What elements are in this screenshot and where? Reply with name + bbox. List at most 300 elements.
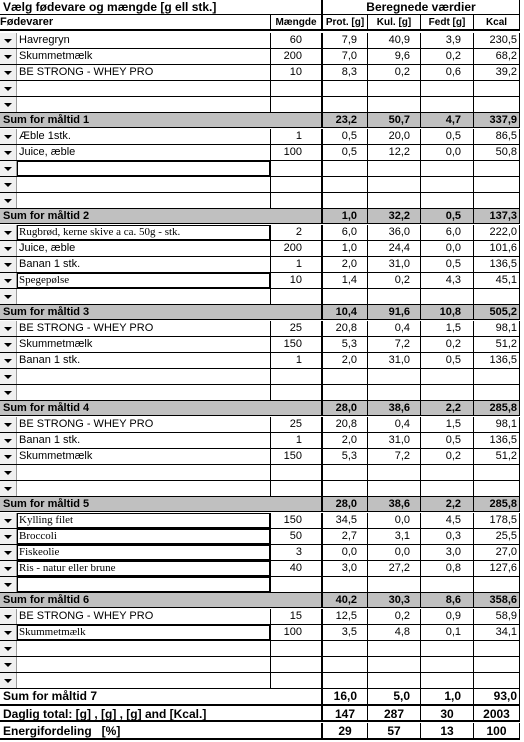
meal-sum-prot: 16,0 bbox=[321, 689, 367, 704]
energy-prot: 29 bbox=[321, 723, 367, 738]
kcal-value: 27,0 bbox=[473, 545, 520, 560]
quantity-input[interactable]: 50 bbox=[270, 529, 321, 544]
dropdown-arrow-icon[interactable] bbox=[0, 561, 17, 576]
dropdown-arrow-icon[interactable] bbox=[0, 353, 17, 368]
title-left: Vælg fødevare og mængde [g ell stk.] bbox=[3, 0, 217, 14]
food-row bbox=[0, 225, 520, 241]
meal-sum-fedt: 0,5 bbox=[420, 209, 473, 223]
food-name-cell[interactable]: Banan 1 stk. bbox=[19, 434, 81, 446]
food-row bbox=[0, 433, 520, 449]
dropdown-arrow-icon[interactable] bbox=[0, 449, 17, 464]
carbs-value bbox=[367, 161, 420, 176]
dropdown-arrow-icon[interactable] bbox=[0, 609, 17, 624]
meal-sum-kcal: 93,0 bbox=[473, 689, 520, 704]
dropdown-arrow-icon[interactable] bbox=[0, 321, 17, 336]
carbs-value bbox=[367, 465, 420, 480]
fat-value: 0,5 bbox=[420, 257, 473, 272]
quantity-input[interactable] bbox=[270, 385, 321, 400]
food-dropdown-button[interactable] bbox=[0, 337, 17, 352]
food-name-cell[interactable]: Æble 1stk. bbox=[19, 130, 71, 142]
dropdown-arrow-icon[interactable] bbox=[0, 465, 17, 480]
food-dropdown-button[interactable] bbox=[0, 609, 17, 624]
food-dropdown-button[interactable] bbox=[0, 33, 17, 48]
food-row bbox=[0, 97, 520, 113]
protein-value: 3,0 bbox=[321, 561, 367, 576]
food-name-cell[interactable] bbox=[17, 81, 270, 96]
meal-sum-prot: 28,0 bbox=[321, 497, 367, 511]
food-dropdown-button[interactable] bbox=[0, 385, 17, 400]
carbs-value bbox=[367, 641, 420, 656]
food-dropdown-button[interactable] bbox=[0, 625, 17, 640]
fat-value: 0,2 bbox=[420, 337, 473, 352]
header-prot: Prot. [g] bbox=[321, 15, 367, 29]
quantity-input[interactable]: 40 bbox=[270, 561, 321, 576]
kcal-value: 136,5 bbox=[473, 433, 520, 448]
food-row bbox=[0, 177, 520, 193]
fat-value: 0,2 bbox=[420, 449, 473, 464]
protein-value: 1,4 bbox=[321, 273, 367, 288]
quantity-input[interactable] bbox=[270, 289, 321, 304]
protein-value: 12,5 bbox=[321, 609, 367, 624]
food-dropdown-button[interactable] bbox=[0, 193, 17, 208]
dropdown-arrow-icon[interactable] bbox=[0, 481, 17, 496]
protein-value bbox=[321, 289, 367, 304]
food-dropdown-button[interactable] bbox=[0, 145, 17, 160]
quantity-input[interactable] bbox=[270, 577, 321, 592]
food-name-cell[interactable] bbox=[17, 465, 270, 480]
meal-sum-kul: 38,6 bbox=[367, 497, 420, 511]
kcal-value: 222,0 bbox=[473, 225, 520, 240]
dropdown-arrow-icon[interactable] bbox=[0, 161, 17, 176]
food-name-cell[interactable] bbox=[17, 97, 270, 112]
food-dropdown-button[interactable] bbox=[0, 449, 17, 464]
fat-value: 6,0 bbox=[420, 225, 473, 240]
food-dropdown-button[interactable] bbox=[0, 641, 17, 656]
fat-value bbox=[420, 161, 473, 176]
food-dropdown-button[interactable] bbox=[0, 433, 17, 448]
food-dropdown-button[interactable] bbox=[0, 257, 17, 272]
dropdown-arrow-icon[interactable] bbox=[0, 145, 17, 160]
carbs-value: 7,2 bbox=[367, 449, 420, 464]
fat-value: 4,3 bbox=[420, 273, 473, 288]
fat-value bbox=[420, 385, 473, 400]
kcal-value bbox=[473, 97, 520, 112]
meal-sum-kul: 91,6 bbox=[367, 305, 420, 319]
meal-sum-kcal: 358,6 bbox=[473, 593, 520, 607]
fat-value: 0,0 bbox=[420, 145, 473, 160]
food-row bbox=[0, 385, 520, 401]
quantity-input[interactable]: 200 bbox=[270, 49, 321, 64]
food-name-cell[interactable]: Skummetmælk bbox=[19, 50, 93, 62]
food-dropdown-button[interactable] bbox=[0, 273, 17, 288]
carbs-value: 31,0 bbox=[367, 433, 420, 448]
energy-kcal: 100 bbox=[473, 723, 520, 738]
fat-value: 0,0 bbox=[420, 241, 473, 256]
food-name-cell[interactable]: Fiskeolie bbox=[17, 545, 270, 560]
food-row bbox=[0, 577, 520, 593]
fat-value bbox=[420, 289, 473, 304]
kcal-value: 34,1 bbox=[473, 625, 520, 640]
quantity-input[interactable]: 15 bbox=[270, 609, 321, 624]
food-row bbox=[0, 561, 520, 577]
fat-value bbox=[420, 657, 473, 672]
carbs-value: 12,2 bbox=[367, 145, 420, 160]
food-name-cell[interactable] bbox=[17, 193, 270, 208]
quantity-input[interactable] bbox=[270, 641, 321, 656]
food-name-cell[interactable]: Juice, æble bbox=[19, 242, 76, 254]
quantity-input[interactable]: 200 bbox=[270, 241, 321, 256]
food-name-cell[interactable] bbox=[17, 673, 270, 688]
food-name-cell[interactable]: BE STRONG - WHEY PRO bbox=[19, 66, 154, 78]
fat-value: 1,5 bbox=[420, 417, 473, 432]
carbs-value: 31,0 bbox=[367, 353, 420, 368]
carbs-value bbox=[367, 673, 420, 688]
fat-value bbox=[420, 97, 473, 112]
food-name-cell[interactable]: Ris - natur eller brune bbox=[17, 561, 270, 576]
food-dropdown-button[interactable] bbox=[0, 513, 17, 528]
kcal-value: 51,2 bbox=[473, 337, 520, 352]
quantity-input[interactable]: 1 bbox=[270, 129, 321, 144]
food-dropdown-button[interactable] bbox=[0, 465, 17, 480]
dropdown-arrow-icon[interactable] bbox=[0, 241, 17, 256]
food-dropdown-button[interactable] bbox=[0, 129, 17, 144]
food-dropdown-button[interactable] bbox=[0, 417, 17, 432]
dropdown-arrow-icon[interactable] bbox=[0, 257, 17, 272]
meal-sum-label: Sum for måltid 5 bbox=[3, 498, 90, 510]
fat-value bbox=[420, 465, 473, 480]
quantity-input[interactable] bbox=[270, 97, 321, 112]
carbs-value bbox=[367, 193, 420, 208]
daily-total-prot: 147 bbox=[321, 706, 367, 720]
carbs-value bbox=[367, 289, 420, 304]
dropdown-arrow-icon[interactable] bbox=[0, 529, 17, 544]
meal-sum-kul: 5,0 bbox=[367, 689, 420, 704]
quantity-input[interactable]: 2 bbox=[270, 225, 321, 240]
food-name-cell[interactable]: BE STRONG - WHEY PRO bbox=[19, 610, 154, 622]
meal-sum-kcal: 505,2 bbox=[473, 305, 520, 319]
fat-value bbox=[420, 193, 473, 208]
daily-total-label: Daglig total: [g] , [g] , [g] and [Kcal.] bbox=[3, 707, 207, 720]
food-name-cell[interactable]: Rugbrød, kerne skive a ca. 50g - stk. bbox=[17, 225, 270, 240]
dropdown-arrow-icon[interactable] bbox=[0, 641, 17, 656]
fat-value: 3,0 bbox=[420, 545, 473, 560]
protein-value bbox=[321, 385, 367, 400]
kcal-value: 98,1 bbox=[473, 417, 520, 432]
meal-sum-row bbox=[0, 305, 520, 320]
quantity-input[interactable]: 150 bbox=[270, 337, 321, 352]
food-name-cell[interactable] bbox=[17, 161, 270, 176]
dropdown-arrow-icon[interactable] bbox=[0, 625, 17, 640]
quantity-input[interactable] bbox=[270, 481, 321, 496]
quantity-input[interactable] bbox=[270, 369, 321, 384]
header-qty: Mængde bbox=[270, 15, 321, 29]
energy-fedt: 13 bbox=[420, 723, 473, 738]
kcal-value: 127,6 bbox=[473, 561, 520, 576]
protein-value bbox=[321, 81, 367, 96]
food-dropdown-button[interactable] bbox=[0, 545, 17, 560]
dropdown-arrow-icon[interactable] bbox=[0, 273, 17, 288]
food-name-cell[interactable]: Skummetmælk bbox=[19, 450, 93, 462]
food-dropdown-button[interactable] bbox=[0, 673, 17, 688]
food-name-cell[interactable] bbox=[17, 385, 270, 400]
fat-value: 0,3 bbox=[420, 529, 473, 544]
food-name-cell[interactable]: BE STRONG - WHEY PRO bbox=[19, 418, 154, 430]
food-row bbox=[0, 449, 520, 465]
kcal-value: 45,1 bbox=[473, 273, 520, 288]
kcal-value bbox=[473, 481, 520, 496]
fat-value bbox=[420, 481, 473, 496]
protein-value: 3,5 bbox=[321, 625, 367, 640]
carbs-value: 20,0 bbox=[367, 129, 420, 144]
meal-sum-kul: 32,2 bbox=[367, 209, 420, 223]
food-dropdown-button[interactable] bbox=[0, 657, 17, 672]
dropdown-arrow-icon[interactable] bbox=[0, 513, 17, 528]
food-dropdown-button[interactable] bbox=[0, 529, 17, 544]
meal-sum-label: Sum for måltid 6 bbox=[3, 594, 90, 606]
fat-value bbox=[420, 369, 473, 384]
food-dropdown-button[interactable] bbox=[0, 241, 17, 256]
quantity-input[interactable] bbox=[270, 657, 321, 672]
daily-total-row bbox=[0, 705, 520, 722]
dropdown-arrow-icon[interactable] bbox=[0, 545, 17, 560]
quantity-input[interactable] bbox=[270, 673, 321, 688]
food-name-cell[interactable]: Spegepølse bbox=[17, 273, 270, 288]
meal-sum-row bbox=[0, 113, 520, 128]
food-row bbox=[0, 625, 520, 641]
meal-sum-prot: 10,4 bbox=[321, 305, 367, 319]
carbs-value: 40,9 bbox=[367, 33, 420, 48]
food-row bbox=[0, 273, 520, 289]
kcal-value bbox=[473, 641, 520, 656]
quantity-input[interactable] bbox=[270, 193, 321, 208]
protein-value bbox=[321, 369, 367, 384]
food-row bbox=[0, 545, 520, 561]
kcal-value: 39,2 bbox=[473, 65, 520, 80]
protein-value: 7,9 bbox=[321, 33, 367, 48]
carbs-value bbox=[367, 97, 420, 112]
food-row bbox=[0, 65, 520, 81]
quantity-input[interactable]: 25 bbox=[270, 321, 321, 336]
quantity-input[interactable] bbox=[270, 177, 321, 192]
protein-value: 0,5 bbox=[321, 145, 367, 160]
food-dropdown-button[interactable] bbox=[0, 321, 17, 336]
food-dropdown-button[interactable] bbox=[0, 161, 17, 176]
meal-sum-fedt: 8,6 bbox=[420, 593, 473, 607]
dropdown-arrow-icon[interactable] bbox=[0, 289, 17, 304]
kcal-value: 136,5 bbox=[473, 353, 520, 368]
food-row bbox=[0, 673, 520, 689]
daily-total-fedt: 30 bbox=[420, 706, 473, 720]
quantity-input[interactable]: 150 bbox=[270, 449, 321, 464]
fat-value bbox=[420, 577, 473, 592]
dropdown-arrow-icon[interactable] bbox=[0, 673, 17, 688]
dropdown-arrow-icon[interactable] bbox=[0, 65, 17, 80]
daily-total-kcal: 2003 bbox=[473, 706, 520, 720]
kcal-value bbox=[473, 81, 520, 96]
quantity-input[interactable]: 60 bbox=[270, 33, 321, 48]
carbs-value: 9,6 bbox=[367, 49, 420, 64]
column-header-row bbox=[0, 15, 520, 31]
kcal-value bbox=[473, 577, 520, 592]
kcal-value: 178,5 bbox=[473, 513, 520, 528]
food-name-cell[interactable] bbox=[17, 289, 270, 304]
food-row bbox=[0, 289, 520, 305]
meal-sum-label: Sum for måltid 4 bbox=[3, 402, 90, 414]
carbs-value: 3,1 bbox=[367, 529, 420, 544]
meal-sum-label: Sum for måltid 3 bbox=[3, 306, 90, 318]
quantity-input[interactable]: 3 bbox=[270, 545, 321, 560]
kcal-value bbox=[473, 369, 520, 384]
food-name-cell[interactable]: Broccoli bbox=[17, 529, 270, 544]
carbs-value: 0,4 bbox=[367, 321, 420, 336]
protein-value: 20,8 bbox=[321, 321, 367, 336]
protein-value: 2,0 bbox=[321, 353, 367, 368]
kcal-value: 68,2 bbox=[473, 49, 520, 64]
dropdown-arrow-icon[interactable] bbox=[0, 337, 17, 352]
protein-value: 5,3 bbox=[321, 337, 367, 352]
protein-value bbox=[321, 465, 367, 480]
protein-value bbox=[321, 161, 367, 176]
food-name-cell[interactable]: Kylling filet bbox=[17, 513, 270, 528]
title-row bbox=[0, 0, 520, 15]
protein-value: 1,0 bbox=[321, 241, 367, 256]
meal-sum-kcal: 137,3 bbox=[473, 209, 520, 223]
protein-value bbox=[321, 657, 367, 672]
food-dropdown-button[interactable] bbox=[0, 49, 17, 64]
fat-value: 0,8 bbox=[420, 561, 473, 576]
dropdown-arrow-icon[interactable] bbox=[0, 97, 17, 112]
food-name-cell[interactable] bbox=[17, 481, 270, 496]
dropdown-arrow-icon[interactable] bbox=[0, 129, 17, 144]
fat-value: 1,5 bbox=[420, 321, 473, 336]
food-dropdown-button[interactable] bbox=[0, 65, 17, 80]
quantity-input[interactable]: 100 bbox=[270, 625, 321, 640]
dropdown-arrow-icon[interactable] bbox=[0, 177, 17, 192]
quantity-input[interactable] bbox=[270, 81, 321, 96]
quantity-input[interactable]: 1 bbox=[270, 433, 321, 448]
quantity-input[interactable]: 1 bbox=[270, 353, 321, 368]
dropdown-arrow-icon[interactable] bbox=[0, 49, 17, 64]
dropdown-arrow-icon[interactable] bbox=[0, 433, 17, 448]
meal-sum-fedt: 1,0 bbox=[420, 689, 473, 704]
protein-value: 2,0 bbox=[321, 257, 367, 272]
header-kul: Kul. [g] bbox=[367, 15, 420, 29]
carbs-value bbox=[367, 577, 420, 592]
food-dropdown-button[interactable] bbox=[0, 289, 17, 304]
food-name-cell[interactable]: Skummetmælk bbox=[19, 338, 93, 350]
carbs-value: 24,4 bbox=[367, 241, 420, 256]
food-name-cell[interactable] bbox=[17, 369, 270, 384]
kcal-value bbox=[473, 465, 520, 480]
kcal-value: 101,6 bbox=[473, 241, 520, 256]
header-food: Fødevarer bbox=[0, 16, 54, 28]
food-dropdown-button[interactable] bbox=[0, 577, 17, 592]
fat-value bbox=[420, 641, 473, 656]
food-dropdown-button[interactable] bbox=[0, 177, 17, 192]
quantity-input[interactable] bbox=[270, 161, 321, 176]
food-name-cell[interactable]: BE STRONG - WHEY PRO bbox=[19, 322, 154, 334]
protein-value: 2,7 bbox=[321, 529, 367, 544]
kcal-value bbox=[473, 193, 520, 208]
food-name-cell[interactable]: Havregryn bbox=[19, 34, 70, 46]
quantity-input[interactable]: 1 bbox=[270, 257, 321, 272]
food-dropdown-button[interactable] bbox=[0, 225, 17, 240]
food-name-cell[interactable] bbox=[17, 657, 270, 672]
dropdown-arrow-icon[interactable] bbox=[0, 369, 17, 384]
carbs-value: 0,4 bbox=[367, 417, 420, 432]
quantity-input[interactable]: 10 bbox=[270, 273, 321, 288]
food-name-cell[interactable] bbox=[17, 641, 270, 656]
fat-value: 0,5 bbox=[420, 353, 473, 368]
daily-total-kul: 287 bbox=[367, 706, 420, 720]
protein-value: 2,0 bbox=[321, 433, 367, 448]
food-name-cell[interactable]: Skummetmælk bbox=[17, 625, 270, 640]
meal-sum-row bbox=[0, 401, 520, 416]
dropdown-arrow-icon[interactable] bbox=[0, 385, 17, 400]
food-name-cell[interactable]: Banan 1 stk. bbox=[19, 258, 81, 270]
food-row bbox=[0, 465, 520, 481]
meal-sum-fedt: 2,2 bbox=[420, 401, 473, 415]
food-dropdown-button[interactable] bbox=[0, 97, 17, 112]
dropdown-arrow-icon[interactable] bbox=[0, 577, 17, 592]
food-name-cell[interactable] bbox=[17, 577, 270, 592]
carbs-value: 36,0 bbox=[367, 225, 420, 240]
carbs-value: 0,2 bbox=[367, 273, 420, 288]
food-dropdown-button[interactable] bbox=[0, 481, 17, 496]
food-name-cell[interactable] bbox=[17, 177, 270, 192]
dropdown-arrow-icon[interactable] bbox=[0, 193, 17, 208]
food-dropdown-button[interactable] bbox=[0, 369, 17, 384]
kcal-value bbox=[473, 657, 520, 672]
carbs-value: 27,2 bbox=[367, 561, 420, 576]
food-dropdown-button[interactable] bbox=[0, 561, 17, 576]
dropdown-arrow-icon[interactable] bbox=[0, 81, 17, 96]
food-row bbox=[0, 417, 520, 433]
food-name-cell[interactable]: Banan 1 stk. bbox=[19, 354, 81, 366]
quantity-input[interactable]: 10 bbox=[270, 65, 321, 80]
carbs-value: 0,2 bbox=[367, 609, 420, 624]
meal-sum-row bbox=[0, 497, 520, 512]
food-row bbox=[0, 145, 520, 161]
protein-value: 34,5 bbox=[321, 513, 367, 528]
meal-sum-prot: 1,0 bbox=[321, 209, 367, 223]
meal-sum-label: Sum for måltid 7 bbox=[3, 689, 98, 703]
dropdown-arrow-icon[interactable] bbox=[0, 225, 17, 240]
quantity-input[interactable]: 25 bbox=[270, 417, 321, 432]
quantity-input[interactable]: 100 bbox=[270, 145, 321, 160]
quantity-input[interactable]: 150 bbox=[270, 513, 321, 528]
food-row bbox=[0, 161, 520, 177]
energy-distribution-label: Energifordeling [%] bbox=[3, 724, 121, 738]
dropdown-arrow-icon[interactable] bbox=[0, 33, 17, 48]
dropdown-arrow-icon[interactable] bbox=[0, 657, 17, 672]
carbs-value: 4,8 bbox=[367, 625, 420, 640]
food-dropdown-button[interactable] bbox=[0, 353, 17, 368]
food-dropdown-button[interactable] bbox=[0, 81, 17, 96]
food-row bbox=[0, 481, 520, 497]
fat-value: 0,5 bbox=[420, 433, 473, 448]
carbs-value bbox=[367, 177, 420, 192]
food-name-cell[interactable]: Juice, æble bbox=[19, 146, 76, 158]
meal-sum-kcal: 285,8 bbox=[473, 497, 520, 511]
carbs-value: 0,0 bbox=[367, 513, 420, 528]
quantity-input[interactable] bbox=[270, 465, 321, 480]
carbs-value bbox=[367, 369, 420, 384]
dropdown-arrow-icon[interactable] bbox=[0, 417, 17, 432]
kcal-value bbox=[473, 289, 520, 304]
meal-sum-kcal: 285,8 bbox=[473, 401, 520, 415]
protein-value bbox=[321, 481, 367, 496]
